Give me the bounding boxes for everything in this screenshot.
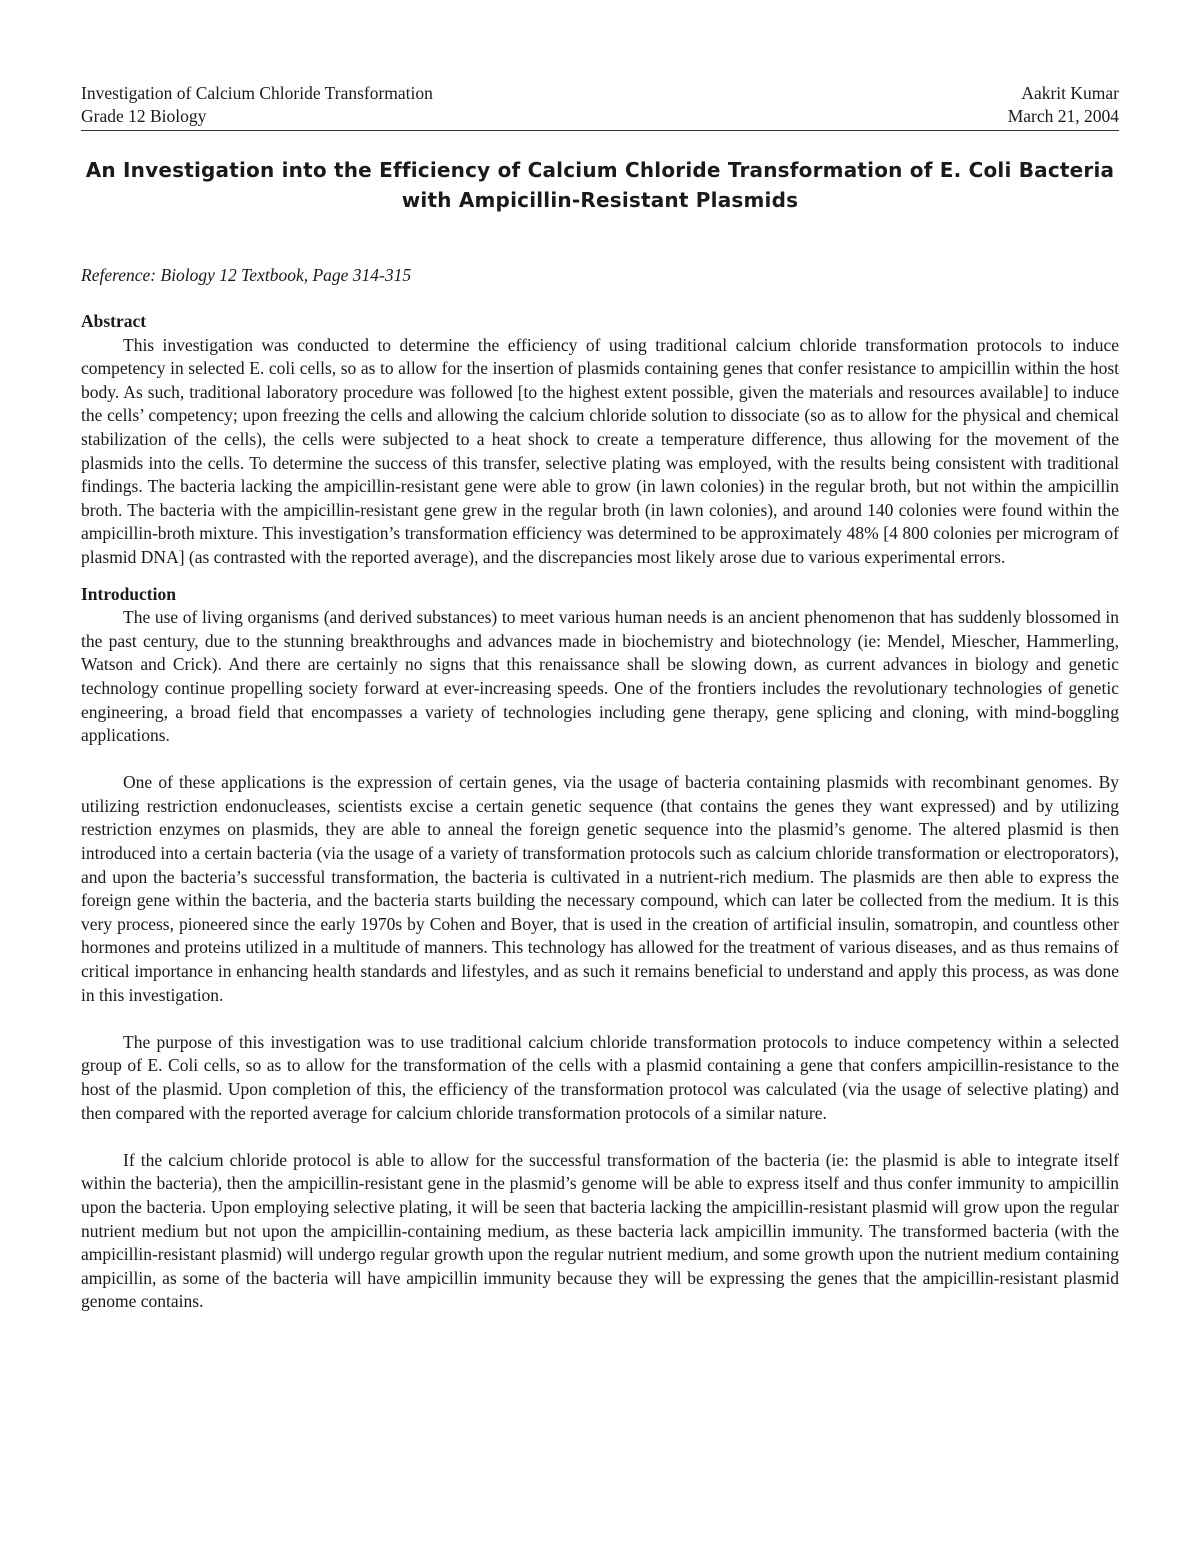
paper-body [81, 310, 1119, 1314]
header-date: March 21, 2004 [1007, 106, 1119, 126]
introduction-paragraph-1: The use of living organisms (and derived substances) to meet various human needs is an ancient phenomenon that has suddenly blossomed in the past century, due to the stunning breakthroughs and advances made in biochemistry and biotechnology (ie: Mendel, Miescher, Hammerling, Watson and Crick). And there are certainly no signs that this renaissance shall be slowing down, as current advances in biology and genetic technology continue propelling society forward at ever-increasing speeds. One of the frontiers includes the revolutionary technologies of genetic engineering, a broad field that encompasses a variety of technologies including gene therapy, gene splicing and cloning, with mind-boggling applications. [81, 607, 1119, 746]
header-grade: Grade 12 Biology [81, 106, 207, 126]
reference-line: Reference: Biology 12 Textbook, Page 314-315 [81, 265, 412, 285]
introduction-heading: Introduction [81, 583, 176, 604]
header-row-1 [81, 82, 1119, 105]
introduction-paragraph-3: The purpose of this investigation was to use traditional calcium chloride transformation protocols to induce competency within a selected group of E. Coli cells, so as to allow for the transformation of the cells with a plasmid containing a gene that confers ampicillin-resistance to the host of the plasmid. Upon completion of this, the efficiency of the transformation protocol was calculated (via the usage of selective plating) and then compared with the reported average for calcium chloride transformation protocols of a similar nature. [81, 1031, 1119, 1123]
introduction-paragraph-4: If the calcium chloride protocol is able to allow for the successful transformation of the bacteria (ie: the plasmid is able to integrate itself within the bacteria), then the ampicillin-resistant gene in the plasmid’s genome will be able to express itself and thus confer immunity to ampicillin upon the bacteria. Upon employing selective plating, it will be seen that bacteria lacking the ampicillin-resistant plasmid will grow upon the regular nutrient medium but not upon the ampicillin-containing medium, as these bacteria lack ampicillin immunity. The transformed bacteria (with the ampicillin-resistant plasmid) will undergo regular growth upon the regular nutrient medium, and some growth upon the nutrient medium containing ampicillin, as some of the bacteria will have ampicillin immunity because they will be expressing the genes that the ampicillin-resistant plasmid genome contains. [81, 1149, 1119, 1312]
paragraph-spacer [81, 1125, 1119, 1149]
header-author: Aakrit Kumar [1021, 83, 1119, 103]
abstract-paragraph: This investigation was conducted to determine the efficiency of using traditional calcium chloride transformation protocols to induce competency in selected E. coli cells, so as to allow for the insertion of plasmids containing genes that confer resistance to ampicillin within the host body. As such, traditional laboratory procedure was followed [to the highest extent possible, given the materials and resources available] to induce the cells’ competency; upon freezing the cells and allowing the calcium chloride solution to dissociate (so as to allow for the physical and chemical stabilization of the cells), the cells were subjected to a heat shock to create a temperature difference, thus allowing for the movement of the plasmids into the cells. To determine the success of this transfer, selective plating was employed, with the results being consistent with traditional findings. The bacteria lacking the ampicillin-resistant gene were able to grow (in lawn colonies) in the regular broth, but not within the ampicillin broth. The bacteria with the ampicillin-resistant gene grew in the regular broth (in lawn colonies), and around 140 colonies were found within the ampicillin-broth mixture. This investigation’s transformation efficiency was determined to be approximately 48% [4 800 colonies per microgram of plasmid DNA] (as contrasted with the reported average), and the discrepancies most likely arose due to various experimental errors. [81, 334, 1119, 567]
section-spacer [81, 570, 1119, 583]
abstract-heading: Abstract [81, 311, 147, 331]
introduction-paragraph-2: One of these applications is the expression of certain genes, via the usage of bacteria containing plasmids with recombinant genomes. By utilizing restriction endonucleases, scientists excise a certain genetic sequence (that contains the genes they want expressed) and by utilizing restriction enzymes on plasmids, they are able to anneal the foreign genetic sequence into the plasmid’s genome. The altered plasmid is then introduced into a certain bacteria (via the usage of a variety of transformation protocols such as calcium chloride transformation or electroporators), and upon the bacteria’s successful transformation, the bacteria is cultivated in a nutrient-rich medium. The plasmids are then able to express the foreign gene within the bacteria, and the bacteria starts building the necessary compound, which can later be collected from the medium. It is this very process, pioneered since the early 1970s by Cohen and Boyer, that is used in the creation of artificial insulin, somatropin, and countless other hormones and proteins utilized in a multitude of manners. This technology has allowed for the treatment of various diseases, and as thus remains of critical importance in enhancing health standards and lifestyles, and as such it remains beneficial to understand and apply this process, as was done in this investigation. [81, 772, 1119, 1005]
paper-title [81, 155, 1119, 215]
paragraph-spacer [81, 748, 1119, 772]
running-header [81, 82, 1119, 131]
paper-title-line-1: An Investigation into the Efficiency of Calcium Chloride Transformation of E. Coli Bacteria [85, 158, 1115, 182]
header-course-title: Investigation of Calcium Chloride Transformation [81, 83, 433, 103]
paper-title-line-2: with Ampicillin-Resistant Plasmids [401, 188, 799, 212]
paragraph-spacer [81, 1007, 1119, 1031]
header-row-2 [81, 105, 1119, 128]
